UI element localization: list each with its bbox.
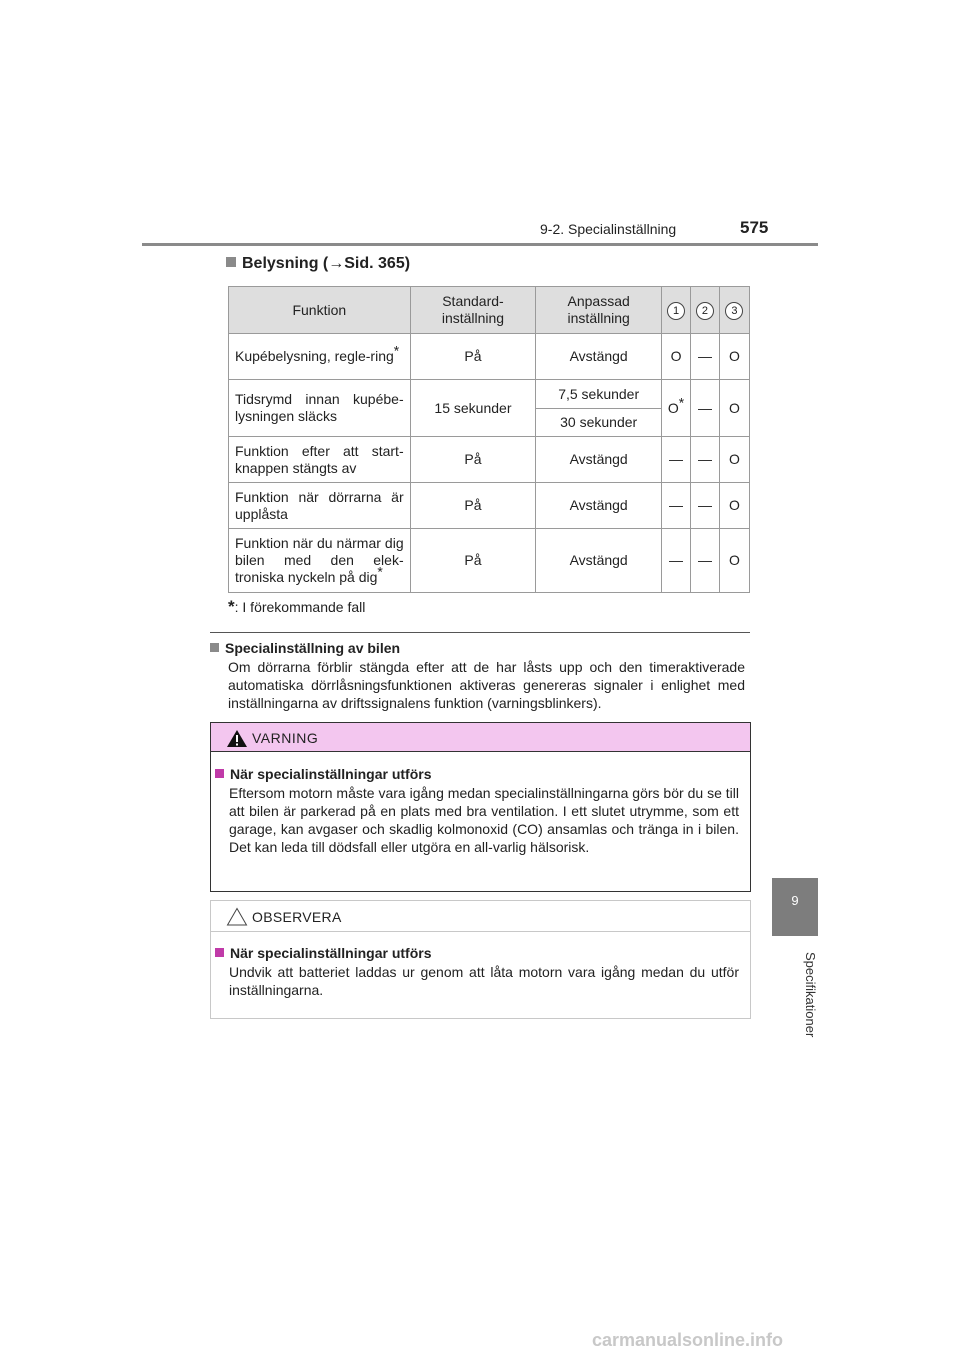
section-divider (210, 632, 750, 633)
section-ref: Sid. 365) (344, 255, 411, 272)
chapter-label-text: Specifikationer (803, 952, 818, 1038)
table-row (229, 483, 750, 529)
header-standard (410, 287, 536, 334)
table-row (229, 334, 750, 380)
cell-c1: — (662, 483, 691, 529)
section-title: Belysning ( (242, 255, 329, 272)
cell-anpassad: 7,5 sekunder (536, 380, 662, 409)
cell-funktion (229, 483, 411, 529)
header-col-3 (719, 287, 749, 334)
footnote-star: * (377, 563, 383, 580)
cell-standard: På (410, 529, 536, 593)
table-footnote (228, 597, 365, 617)
cell-c2: — (691, 380, 720, 437)
chapter-label (772, 945, 818, 1045)
cell-c1: — (662, 529, 691, 593)
circled-two-icon: 2 (696, 302, 714, 320)
cell-c3: O (719, 380, 749, 437)
notice-paragraph: Undvik att batteriet laddas ur genom att låta motorn vara igång medan du utför inställningarna. (229, 964, 739, 998)
warning-paragraph: Eftersom motorn måste vara igång medan specialinställningarna görs bör du se till att bilen är parkerad på en plats med bra ventilation. I ett slutet utrymme, som ett garage, kan avgaser och skadlig kolmonoxid (CO) ansamlas och tränga in i bilen. Det kan leda till dödsfall eller utgöra en all-varlig hälsorisk. (229, 785, 739, 855)
cell-standard: På (410, 483, 536, 529)
cell-funktion (229, 380, 411, 437)
footnote-text: : I förekommande fall (234, 599, 366, 615)
table-row (229, 380, 750, 409)
notice-divider (211, 931, 750, 932)
bullet-square-icon (226, 257, 236, 267)
cell-funktion (229, 334, 411, 380)
footnote-star: * (678, 393, 685, 410)
warning-title: VARNING (252, 730, 319, 746)
chapter-number: 9 (791, 893, 799, 908)
table-row (229, 437, 750, 483)
cell-funktion (229, 529, 411, 593)
cell-anpassad: 30 sekunder (536, 409, 662, 437)
warning-subtitle: När specialinställningar utförs (230, 766, 432, 782)
header-col-1 (662, 287, 691, 334)
cell-c2: — (691, 334, 720, 380)
cell-c1: — (662, 437, 691, 483)
funktion-text: Funktion när du närmar dig bilen med den elek-troniska nyckeln på dig (235, 535, 404, 585)
cell-anpassad: Avstängd (536, 529, 662, 593)
bullet-square-icon (210, 643, 219, 652)
section-label: 9-2. Specialinställning (540, 221, 677, 237)
footnote-star: * (228, 597, 235, 616)
header-standard-text: Standard- inställning (441, 293, 505, 326)
cell-c3: O (719, 334, 749, 380)
cell-anpassad: Avstängd (536, 483, 662, 529)
cell-standard: 15 sekunder (410, 380, 536, 437)
special-heading (210, 640, 400, 656)
funktion-text: Funktion efter att start-knappen stängts av (235, 442, 404, 476)
warning-triangle-icon (226, 729, 248, 748)
funktion-text: Funktion när dörrarna är upplåsta (235, 488, 404, 522)
special-paragraph: Om dörrarna förblir stängda efter att de har låsts upp och den timeraktiverade automatiska dörrlåsningsfunktionen aktiveras genereras signaler i enlighet med inställningarna av driftssignalens funktion (varningsblinkers). (228, 659, 745, 711)
c1-value: O (667, 399, 679, 416)
funktion-text: Tidsrymd innan kupébe-lysningen släcks (235, 391, 404, 424)
header-anpassad-text: Anpassad inställning (567, 293, 630, 326)
watermark: carmanualsonline.info (592, 1330, 784, 1350)
header-rule (142, 243, 818, 246)
arrow-icon: → (328, 255, 345, 272)
circled-one-icon: 1 (667, 302, 685, 320)
caution-triangle-icon (226, 907, 248, 926)
table-header-row (229, 287, 750, 334)
table-row (229, 529, 750, 593)
special-title: Specialinställning av bilen (225, 640, 401, 656)
header-col-2 (691, 287, 720, 334)
cell-c3: O (719, 529, 749, 593)
header-funktion: Funktion (229, 287, 411, 334)
cell-c3: O (719, 483, 749, 529)
cell-c1: O (662, 334, 691, 380)
page-number: 575 (740, 218, 769, 237)
cell-c2: — (691, 529, 720, 593)
cell-c2: — (691, 483, 720, 529)
bullet-square-icon (215, 948, 224, 957)
notice-subtitle: När specialinställningar utförs (230, 945, 432, 961)
cell-anpassad: Avstängd (536, 334, 662, 380)
cell-funktion (229, 437, 411, 483)
cell-c2: — (691, 437, 720, 483)
cell-standard: På (410, 437, 536, 483)
cell-anpassad: Avstängd (536, 437, 662, 483)
footnote-star: * (393, 342, 400, 359)
funktion-text: Kupébelysning, regle-ring (235, 348, 394, 364)
warning-subheading (215, 766, 432, 782)
settings-table (228, 286, 750, 593)
bullet-square-icon (215, 769, 224, 778)
header-anpassad (536, 287, 662, 334)
cell-standard: På (410, 334, 536, 380)
notice-title: OBSERVERA (252, 909, 342, 925)
cell-c1 (662, 380, 691, 437)
section-heading (226, 255, 410, 273)
cell-c3: O (719, 437, 749, 483)
circled-three-icon: 3 (725, 302, 743, 320)
notice-subheading (215, 945, 432, 961)
